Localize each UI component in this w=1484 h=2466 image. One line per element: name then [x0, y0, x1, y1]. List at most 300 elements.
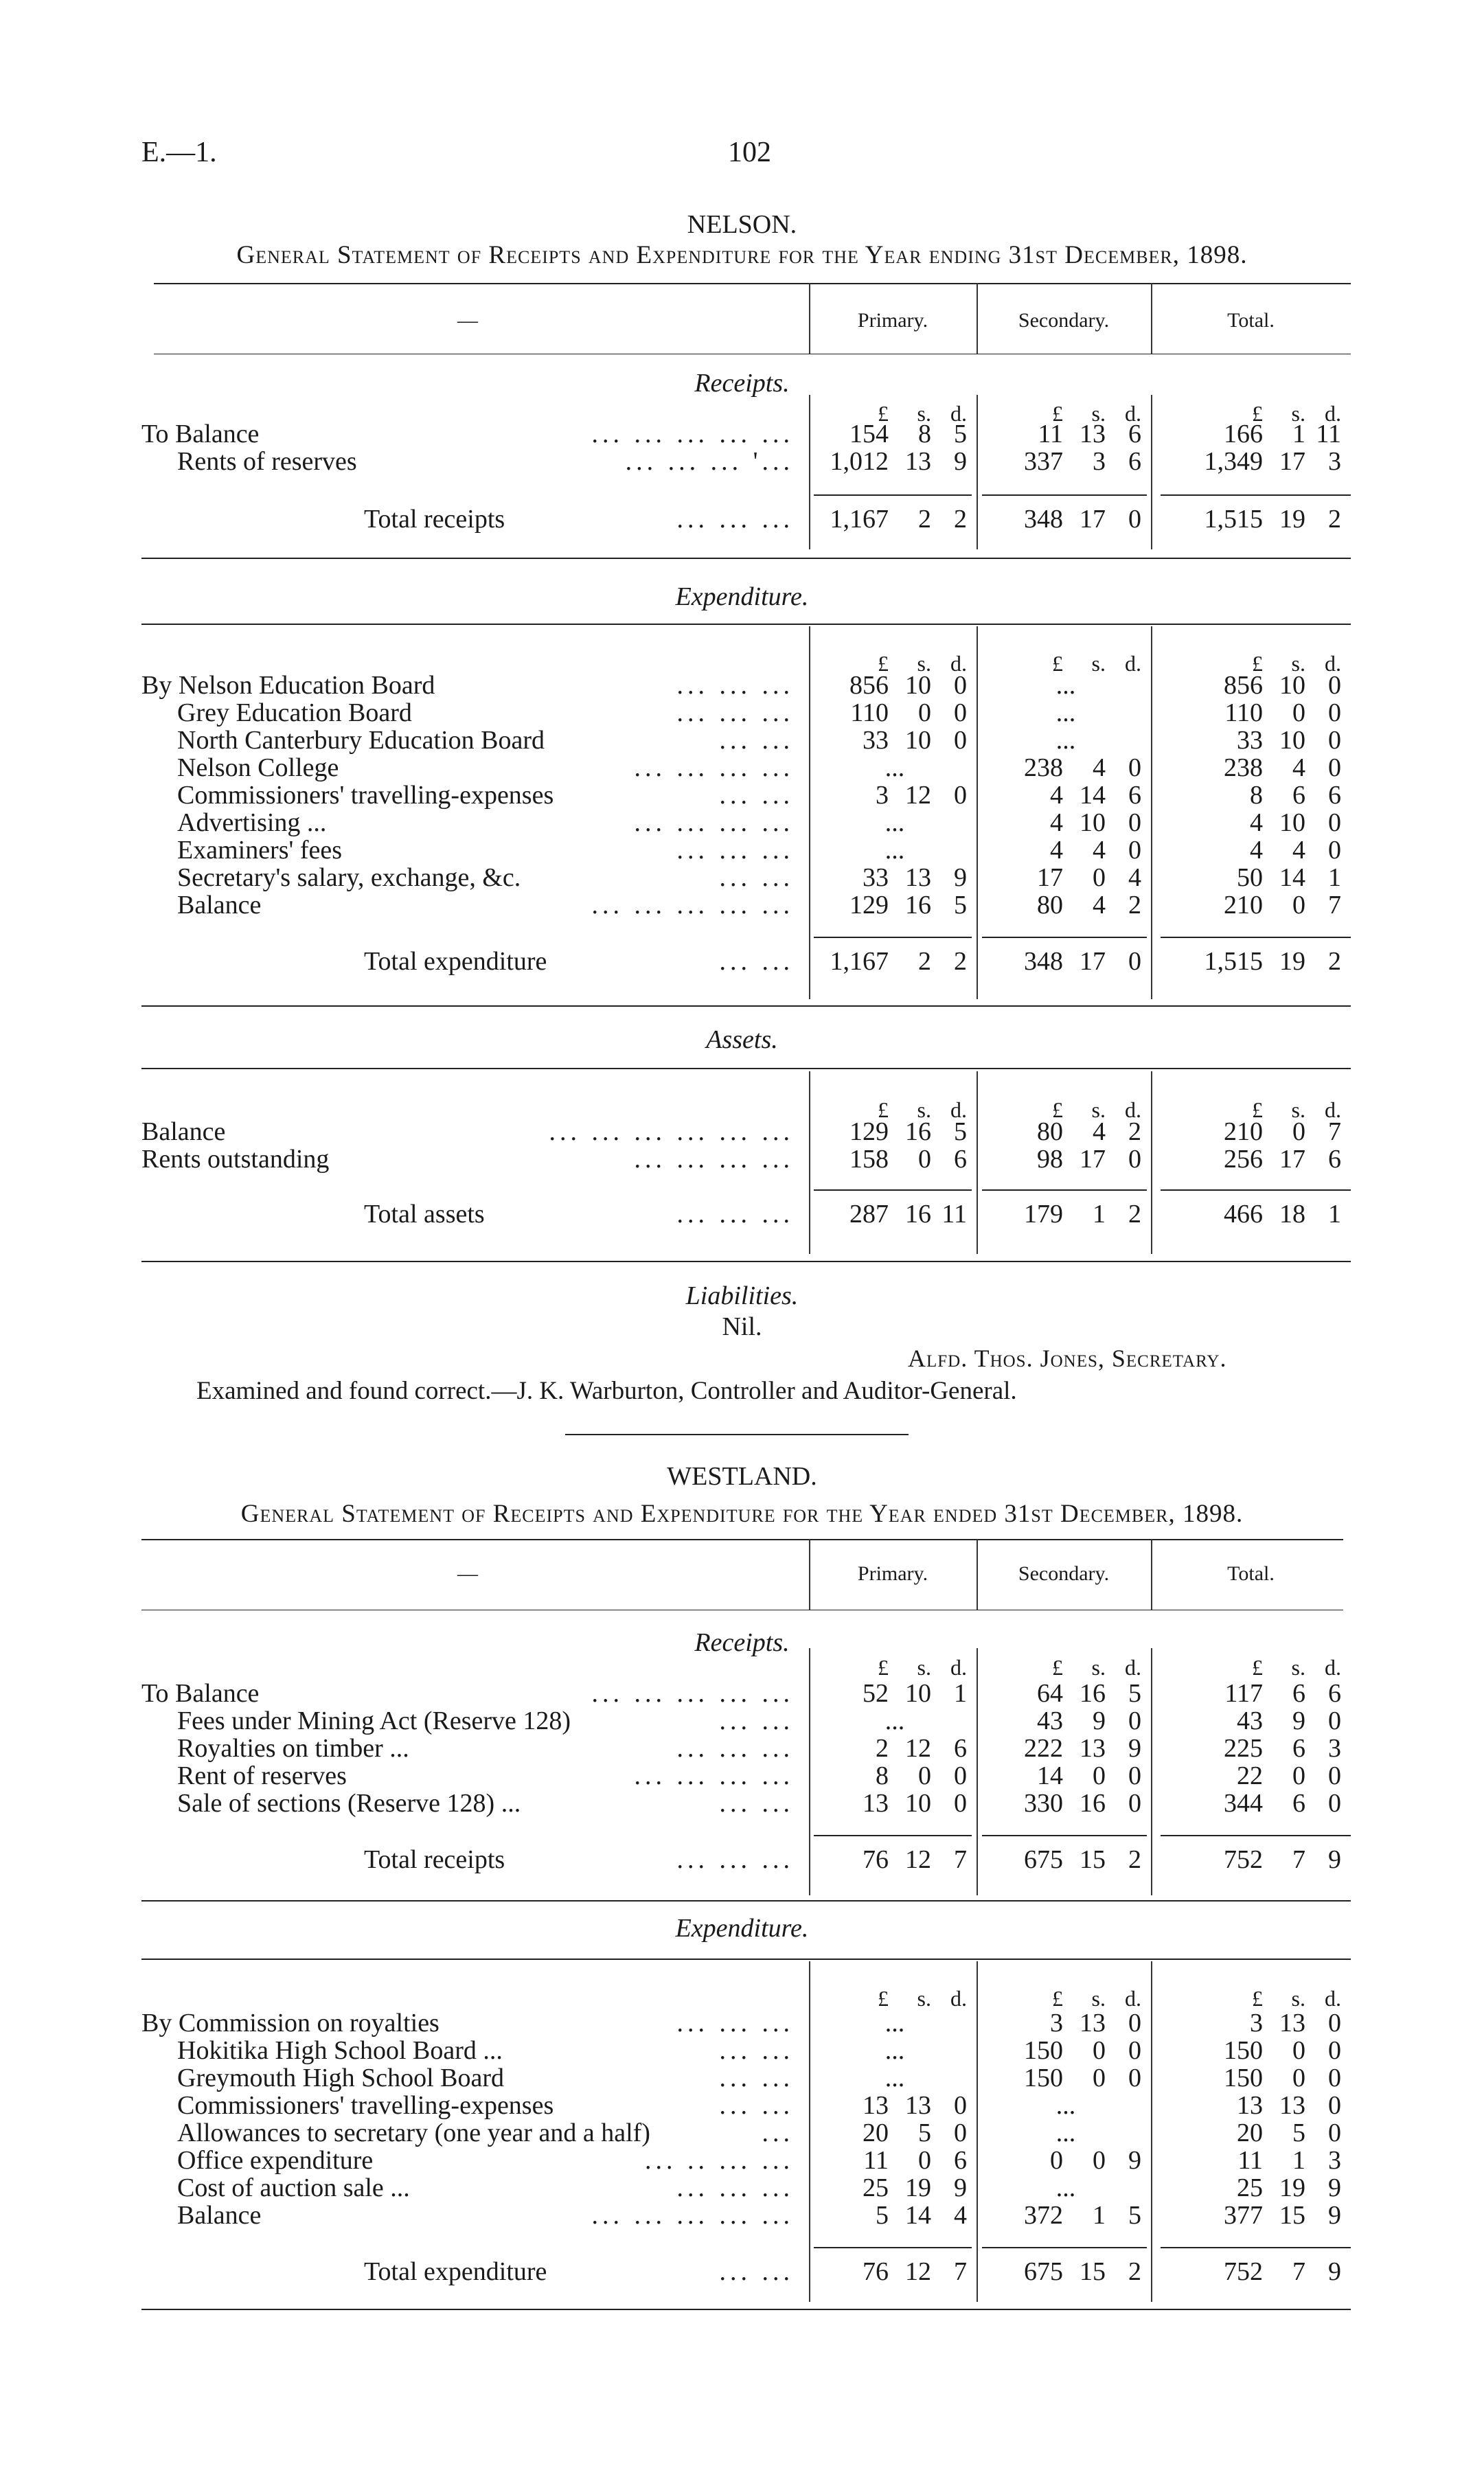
pence-value: 9: [1328, 2173, 1341, 2202]
row-label: Hokitika High School Board ...: [177, 2036, 503, 2065]
lsd-label: £: [878, 1097, 889, 1122]
table-row: [0, 863, 1484, 893]
pounds-value: 238: [1224, 753, 1263, 782]
shillings-value: 4: [1292, 753, 1305, 782]
row-label: Sale of sections (Reserve 128) ...: [177, 1789, 521, 1818]
total-amount: [1151, 1733, 1351, 1763]
pence-value: 5: [1128, 1679, 1141, 1708]
pounds-value: 344: [1224, 1789, 1263, 1818]
leader-dots: ... ... ... ... ...: [591, 420, 794, 448]
ellipsis: ...: [1055, 2119, 1076, 2147]
secondary-amount: [977, 725, 1151, 755]
pence-value: 0: [1328, 1789, 1341, 1818]
pence-value: 1: [954, 1679, 967, 1708]
pounds-value: 11: [1237, 2146, 1263, 2175]
primary-amount: [809, 808, 977, 838]
shillings-value: 16: [1080, 1679, 1106, 1708]
pounds-value: 25: [863, 2173, 889, 2202]
pounds-value: 17: [1037, 863, 1063, 892]
lsd-label: d.: [1125, 1097, 1141, 1122]
pence-value: 0: [954, 1761, 967, 1790]
total-amount: [1151, 1117, 1351, 1147]
pence-value: 2: [1128, 891, 1141, 920]
row-label: Examiners' fees: [177, 836, 343, 865]
row-label: Office expenditure: [177, 2146, 374, 2175]
pence-value: 0: [1128, 1706, 1141, 1735]
pence-value: 11: [941, 1200, 967, 1229]
shillings-value: 0: [1292, 1761, 1305, 1790]
pounds-value: 856: [1224, 671, 1263, 700]
total-row: [0, 504, 1484, 534]
primary-total: [809, 1845, 977, 1875]
total-amount: [1151, 2145, 1351, 2176]
shillings-value: 10: [1080, 808, 1106, 837]
pounds-value: 158: [849, 1145, 889, 1174]
col-secondary: Secondary.: [1018, 309, 1110, 332]
total-amount: [1151, 698, 1351, 728]
rule: [141, 1261, 1351, 1262]
lsd-label: £: [1252, 651, 1263, 676]
pounds-value: 76: [863, 2257, 889, 2286]
shillings-value: 16: [1080, 1789, 1106, 1818]
pounds-value: 8: [1250, 781, 1263, 810]
lsd-label: £: [1052, 1097, 1063, 1122]
shillings-value: 1: [1292, 420, 1305, 448]
leader-dots: ... ... ... ...: [634, 1145, 794, 1174]
row-label: Greymouth High School Board: [177, 2064, 505, 2092]
shillings-value: 7: [1292, 1845, 1305, 1874]
pounds-value: 20: [863, 2119, 889, 2147]
shillings-value: 10: [1279, 726, 1305, 755]
pounds-value: 13: [1237, 2091, 1263, 2120]
primary-total: [809, 946, 977, 977]
pounds-value: 80: [1037, 1117, 1063, 1146]
leader-dots: ... ... ...: [676, 1200, 794, 1229]
secondary-total: [977, 1199, 1151, 1229]
pence-value: 6: [954, 1145, 967, 1174]
grand-total: [1151, 1845, 1351, 1875]
pence-value: 6: [1328, 1145, 1341, 1174]
secondary-amount: [977, 1788, 1151, 1818]
pounds-value: 11: [1038, 420, 1063, 448]
shillings-value: 0: [1292, 2036, 1305, 2065]
shillings-value: 6: [1292, 1789, 1305, 1818]
shillings-value: 0: [1093, 863, 1106, 892]
total-label: Total expenditure: [364, 947, 547, 976]
shillings-value: 1: [1093, 1200, 1106, 1229]
pence-value: 0: [1128, 753, 1141, 782]
sum-rule: [982, 494, 1147, 496]
shillings-value: 17: [1080, 1145, 1106, 1174]
shillings-value: 13: [1080, 420, 1106, 448]
pounds-value: 179: [1024, 1200, 1063, 1229]
primary-amount: [809, 2145, 977, 2176]
primary-amount: [809, 446, 977, 477]
lsd-label: s.: [917, 1986, 931, 2011]
nelson-statement-title: General Statement of Receipts and Expenditure for the Year ending 31st December, 1898.: [236, 241, 1248, 269]
secondary-amount: [977, 698, 1151, 728]
lsd-label: d.: [1325, 1097, 1341, 1122]
pence-value: 0: [954, 2119, 967, 2147]
primary-amount: [809, 725, 977, 755]
row-label: Advertising ...: [177, 808, 327, 837]
secondary-amount: [977, 2145, 1151, 2176]
primary-amount: [809, 1144, 977, 1174]
lsd-label: £: [1252, 1097, 1263, 1122]
total-amount: [1151, 1706, 1351, 1736]
col-secondary: Secondary.: [1018, 1562, 1110, 1585]
leader-dots: ... ... ... ... ... ...: [549, 1117, 794, 1146]
shillings-value: 19: [1279, 2173, 1305, 2202]
pounds-value: 4: [1050, 836, 1063, 865]
pounds-value: 150: [1024, 2036, 1063, 2065]
pounds-value: 64: [1037, 1679, 1063, 1708]
pounds-value: 210: [1224, 891, 1263, 920]
pounds-value: 0: [1050, 2146, 1063, 2175]
total-row: [0, 946, 1484, 977]
rule: [141, 1539, 1343, 1540]
ellipsis: ...: [884, 2009, 905, 2037]
shillings-value: 6: [1292, 1734, 1305, 1763]
pounds-value: 117: [1224, 1679, 1263, 1708]
section-heading: Assets.: [706, 1025, 778, 1054]
column-divider: [977, 283, 978, 354]
lsd-label: s.: [917, 651, 931, 676]
ellipsis: ...: [1055, 726, 1076, 755]
shillings-value: 13: [905, 2091, 931, 2120]
section-divider: [565, 1434, 909, 1435]
pounds-value: 377: [1224, 2201, 1263, 2230]
lsd-label: s.: [1291, 651, 1305, 676]
pence-value: 0: [1328, 2119, 1341, 2147]
leader-dots: ... ... ...: [676, 671, 794, 700]
section-heading: Receipts.: [694, 369, 790, 398]
total-amount: [1151, 2035, 1351, 2066]
table-row: [0, 890, 1484, 920]
lsd-label: s.: [1091, 1097, 1106, 1122]
sum-rule: [814, 937, 972, 938]
grand-total: [1151, 946, 1351, 977]
table-row: [0, 725, 1484, 755]
rule: [141, 1005, 1351, 1007]
row-label: Fees under Mining Act (Reserve 128): [177, 1706, 571, 1735]
total-amount: [1151, 725, 1351, 755]
shillings-value: 13: [905, 447, 931, 476]
primary-amount: [809, 753, 977, 783]
primary-amount: [809, 890, 977, 920]
pounds-value: 166: [1224, 420, 1263, 448]
pounds-value: 330: [1024, 1789, 1063, 1818]
primary-amount: [809, 1761, 977, 1791]
lsd-label: d.: [1325, 1986, 1341, 2011]
lsd-label: £: [878, 401, 889, 426]
leader-dots: ... ... ...: [676, 1845, 794, 1874]
pounds-value: 33: [863, 726, 889, 755]
row-label: North Canterbury Education Board: [177, 726, 545, 755]
grand-total: [1151, 1199, 1351, 1229]
rule: [141, 2309, 1351, 2310]
table-row: [0, 753, 1484, 783]
table-row: [0, 2200, 1484, 2230]
secondary-amount: [977, 2090, 1151, 2121]
pounds-value: 33: [1237, 726, 1263, 755]
lsd-label: d.: [950, 1986, 967, 2011]
lsd-label: s.: [917, 401, 931, 426]
pence-value: 2: [1128, 2257, 1141, 2286]
total-label: Total expenditure: [364, 2257, 547, 2286]
shillings-value: 8: [918, 420, 931, 448]
total-label: Total receipts: [364, 505, 505, 534]
ellipsis: ...: [884, 2064, 905, 2092]
total-amount: [1151, 780, 1351, 810]
total-amount: [1151, 1788, 1351, 1818]
pence-value: 3: [1328, 2146, 1341, 2175]
shillings-value: 13: [905, 863, 931, 892]
leader-dots: ... ...: [719, 781, 794, 810]
table-row: [0, 2118, 1484, 2148]
pence-value: 0: [1328, 726, 1341, 755]
secondary-amount: [977, 2173, 1151, 2203]
secondary-amount: [977, 2118, 1151, 2148]
pence-value: 0: [954, 781, 967, 810]
table-row: [0, 446, 1484, 477]
total-row: [0, 1199, 1484, 1229]
total-amount: [1151, 419, 1351, 449]
rule: [141, 558, 1351, 559]
pence-value: 0: [954, 726, 967, 755]
lsd-label: £: [1052, 1986, 1063, 2011]
pounds-value: 150: [1224, 2036, 1263, 2065]
pounds-value: 3: [1250, 2009, 1263, 2037]
column-divider: [809, 283, 810, 354]
shillings-value: 0: [918, 698, 931, 727]
pounds-value: 1,167: [830, 505, 889, 534]
shillings-value: 0: [1292, 1117, 1305, 1146]
pence-value: 6: [1328, 781, 1341, 810]
column-divider: [977, 1539, 978, 1610]
pence-value: 0: [1128, 1761, 1141, 1790]
table-row: [0, 1733, 1484, 1763]
pence-value: 0: [954, 2091, 967, 2120]
ellipsis: ...: [1055, 671, 1076, 700]
table-row: [0, 670, 1484, 700]
shillings-value: 4: [1292, 836, 1305, 865]
pence-value: 6: [1128, 447, 1141, 476]
lsd-label: £: [878, 1986, 889, 2011]
secondary-amount: [977, 2008, 1151, 2038]
sum-rule: [982, 1835, 1147, 1836]
table-row: [0, 835, 1484, 865]
row-label: Commissioners' travelling-expenses: [177, 781, 554, 810]
primary-amount: [809, 419, 977, 449]
section-heading: Receipts.: [694, 1628, 790, 1657]
primary-amount: [809, 863, 977, 893]
sum-rule: [814, 2247, 972, 2248]
secondary-amount: [977, 1733, 1151, 1763]
total-amount: [1151, 753, 1351, 783]
sum-rule: [982, 2247, 1147, 2248]
pence-value: 5: [954, 420, 967, 448]
sum-rule: [1161, 2247, 1351, 2248]
pence-value: 2: [954, 947, 967, 976]
leader-dots: ... ... ... ... ...: [591, 2201, 794, 2230]
pence-value: 2: [1328, 947, 1341, 976]
rule: [141, 624, 1351, 625]
lsd-label: £: [1252, 1655, 1263, 1680]
pounds-value: 154: [849, 420, 889, 448]
row-label: Rents outstanding: [141, 1145, 330, 1174]
ellipsis: ...: [884, 808, 905, 837]
lsd-label: s.: [1291, 401, 1305, 426]
pounds-value: 150: [1224, 2064, 1263, 2092]
leader-dots: ... ... ...: [676, 505, 794, 534]
secondary-amount: [977, 1678, 1151, 1709]
leader-dots: ... ... ...: [676, 1734, 794, 1763]
col-primary: Primary.: [857, 1562, 928, 1585]
primary-amount: [809, 2173, 977, 2203]
shillings-value: 12: [905, 2257, 931, 2286]
table-row: [0, 1144, 1484, 1174]
primary-amount: [809, 1117, 977, 1147]
ellipsis: ...: [1055, 2173, 1076, 2202]
pence-value: 11: [1316, 420, 1341, 448]
table-row: [0, 1117, 1484, 1147]
table-row: [0, 2035, 1484, 2066]
pence-value: 0: [1128, 1145, 1141, 1174]
pounds-value: 14: [1037, 1761, 1063, 1790]
leader-dots: ... ...: [719, 726, 794, 755]
primary-amount: [809, 698, 977, 728]
pence-value: 0: [1128, 808, 1141, 837]
total-amount: [1151, 2200, 1351, 2230]
pounds-value: 1,167: [830, 947, 889, 976]
pence-value: 9: [954, 863, 967, 892]
rule: [141, 1068, 1351, 1069]
table-row: [0, 2008, 1484, 2038]
pence-value: 9: [1328, 1845, 1341, 1874]
pence-value: 0: [1128, 2009, 1141, 2037]
primary-amount: [809, 780, 977, 810]
primary-amount: [809, 2008, 977, 2038]
pence-value: 9: [954, 2173, 967, 2202]
secondary-amount: [977, 2200, 1151, 2230]
column-divider: [1151, 1539, 1152, 1610]
row-label: By Commission on royalties: [141, 2009, 440, 2037]
lsd-label: d.: [1325, 651, 1341, 676]
table-row: [0, 808, 1484, 838]
sum-rule: [814, 1189, 972, 1191]
leader-dots: ... ...: [719, 1789, 794, 1818]
liabilities-value: Nil.: [722, 1312, 762, 1341]
page-number: 102: [728, 137, 771, 168]
shillings-value: 13: [1279, 2009, 1305, 2037]
row-label: Grey Education Board: [177, 698, 412, 727]
shillings-value: 4: [1093, 753, 1106, 782]
sum-rule: [982, 937, 1147, 938]
secondary-total: [977, 2257, 1151, 2287]
pounds-value: 25: [1237, 2173, 1263, 2202]
pounds-value: 50: [1237, 863, 1263, 892]
pounds-value: 110: [850, 698, 889, 727]
pence-value: 2: [954, 505, 967, 534]
lsd-label: d.: [1325, 401, 1341, 426]
pence-value: 1: [1328, 863, 1341, 892]
total-amount: [1151, 1678, 1351, 1709]
total-amount: [1151, 446, 1351, 477]
leader-dots: ... ...: [719, 2064, 794, 2092]
lsd-label: d.: [1125, 651, 1141, 676]
lsd-label: s.: [1291, 1655, 1305, 1680]
shillings-value: 15: [1279, 2201, 1305, 2230]
shillings-value: 10: [905, 671, 931, 700]
pounds-value: 8: [876, 1761, 889, 1790]
primary-amount: [809, 2118, 977, 2148]
pounds-value: 98: [1037, 1145, 1063, 1174]
shillings-value: 1: [1093, 2201, 1106, 2230]
sum-rule: [814, 1835, 972, 1836]
leader-dots: ... ... ... ...: [634, 808, 794, 837]
row-label: Commissioners' travelling-expenses: [177, 2091, 554, 2120]
table-row: [0, 2063, 1484, 2093]
secretary-signature: Alfd. Thos. Jones, Secretary.: [908, 1345, 1227, 1372]
shillings-value: 17: [1080, 947, 1106, 976]
pounds-value: 110: [1224, 698, 1263, 727]
shillings-value: 9: [1093, 1706, 1106, 1735]
pence-value: 0: [1128, 505, 1141, 534]
pence-value: 6: [1128, 420, 1141, 448]
shillings-value: 10: [905, 726, 931, 755]
shillings-value: 16: [905, 891, 931, 920]
lsd-label: s.: [1291, 1097, 1305, 1122]
shillings-value: 0: [1093, 2036, 1106, 2065]
pence-value: 6: [1128, 781, 1141, 810]
total-amount: [1151, 835, 1351, 865]
westland-title: WESTLAND.: [667, 1462, 817, 1491]
pounds-value: 2: [876, 1734, 889, 1763]
shillings-value: 4: [1093, 1117, 1106, 1146]
pounds-value: 3: [1050, 2009, 1063, 2037]
shillings-value: 15: [1080, 1845, 1106, 1874]
primary-amount: [809, 2200, 977, 2230]
pence-value: 0: [1328, 1761, 1341, 1790]
leader-dots: ... ... ...: [676, 2173, 794, 2202]
primary-total: [809, 504, 977, 534]
table-row: [0, 1678, 1484, 1709]
pounds-value: 752: [1224, 1845, 1263, 1874]
pounds-value: 1,012: [830, 447, 889, 476]
lsd-label: s.: [1291, 1986, 1305, 2011]
lsd-label: £: [878, 1655, 889, 1680]
pence-value: 7: [1328, 891, 1341, 920]
secondary-amount: [977, 863, 1151, 893]
pence-value: 5: [1128, 2201, 1141, 2230]
shillings-value: 2: [918, 505, 931, 534]
pence-value: 5: [954, 891, 967, 920]
row-label: Allowances to secretary (one year and a half): [177, 2119, 650, 2147]
pounds-value: 33: [863, 863, 889, 892]
table-row: [0, 2173, 1484, 2203]
column-divider: [1151, 283, 1152, 354]
ellipsis: ...: [884, 2036, 905, 2065]
sum-rule: [814, 494, 972, 496]
table-row: [0, 2145, 1484, 2176]
shillings-value: 14: [1080, 781, 1106, 810]
shillings-value: 16: [905, 1117, 931, 1146]
pounds-value: 210: [1224, 1117, 1263, 1146]
shillings-value: 16: [905, 1200, 931, 1229]
primary-total: [809, 1199, 977, 1229]
total-amount: [1151, 670, 1351, 700]
